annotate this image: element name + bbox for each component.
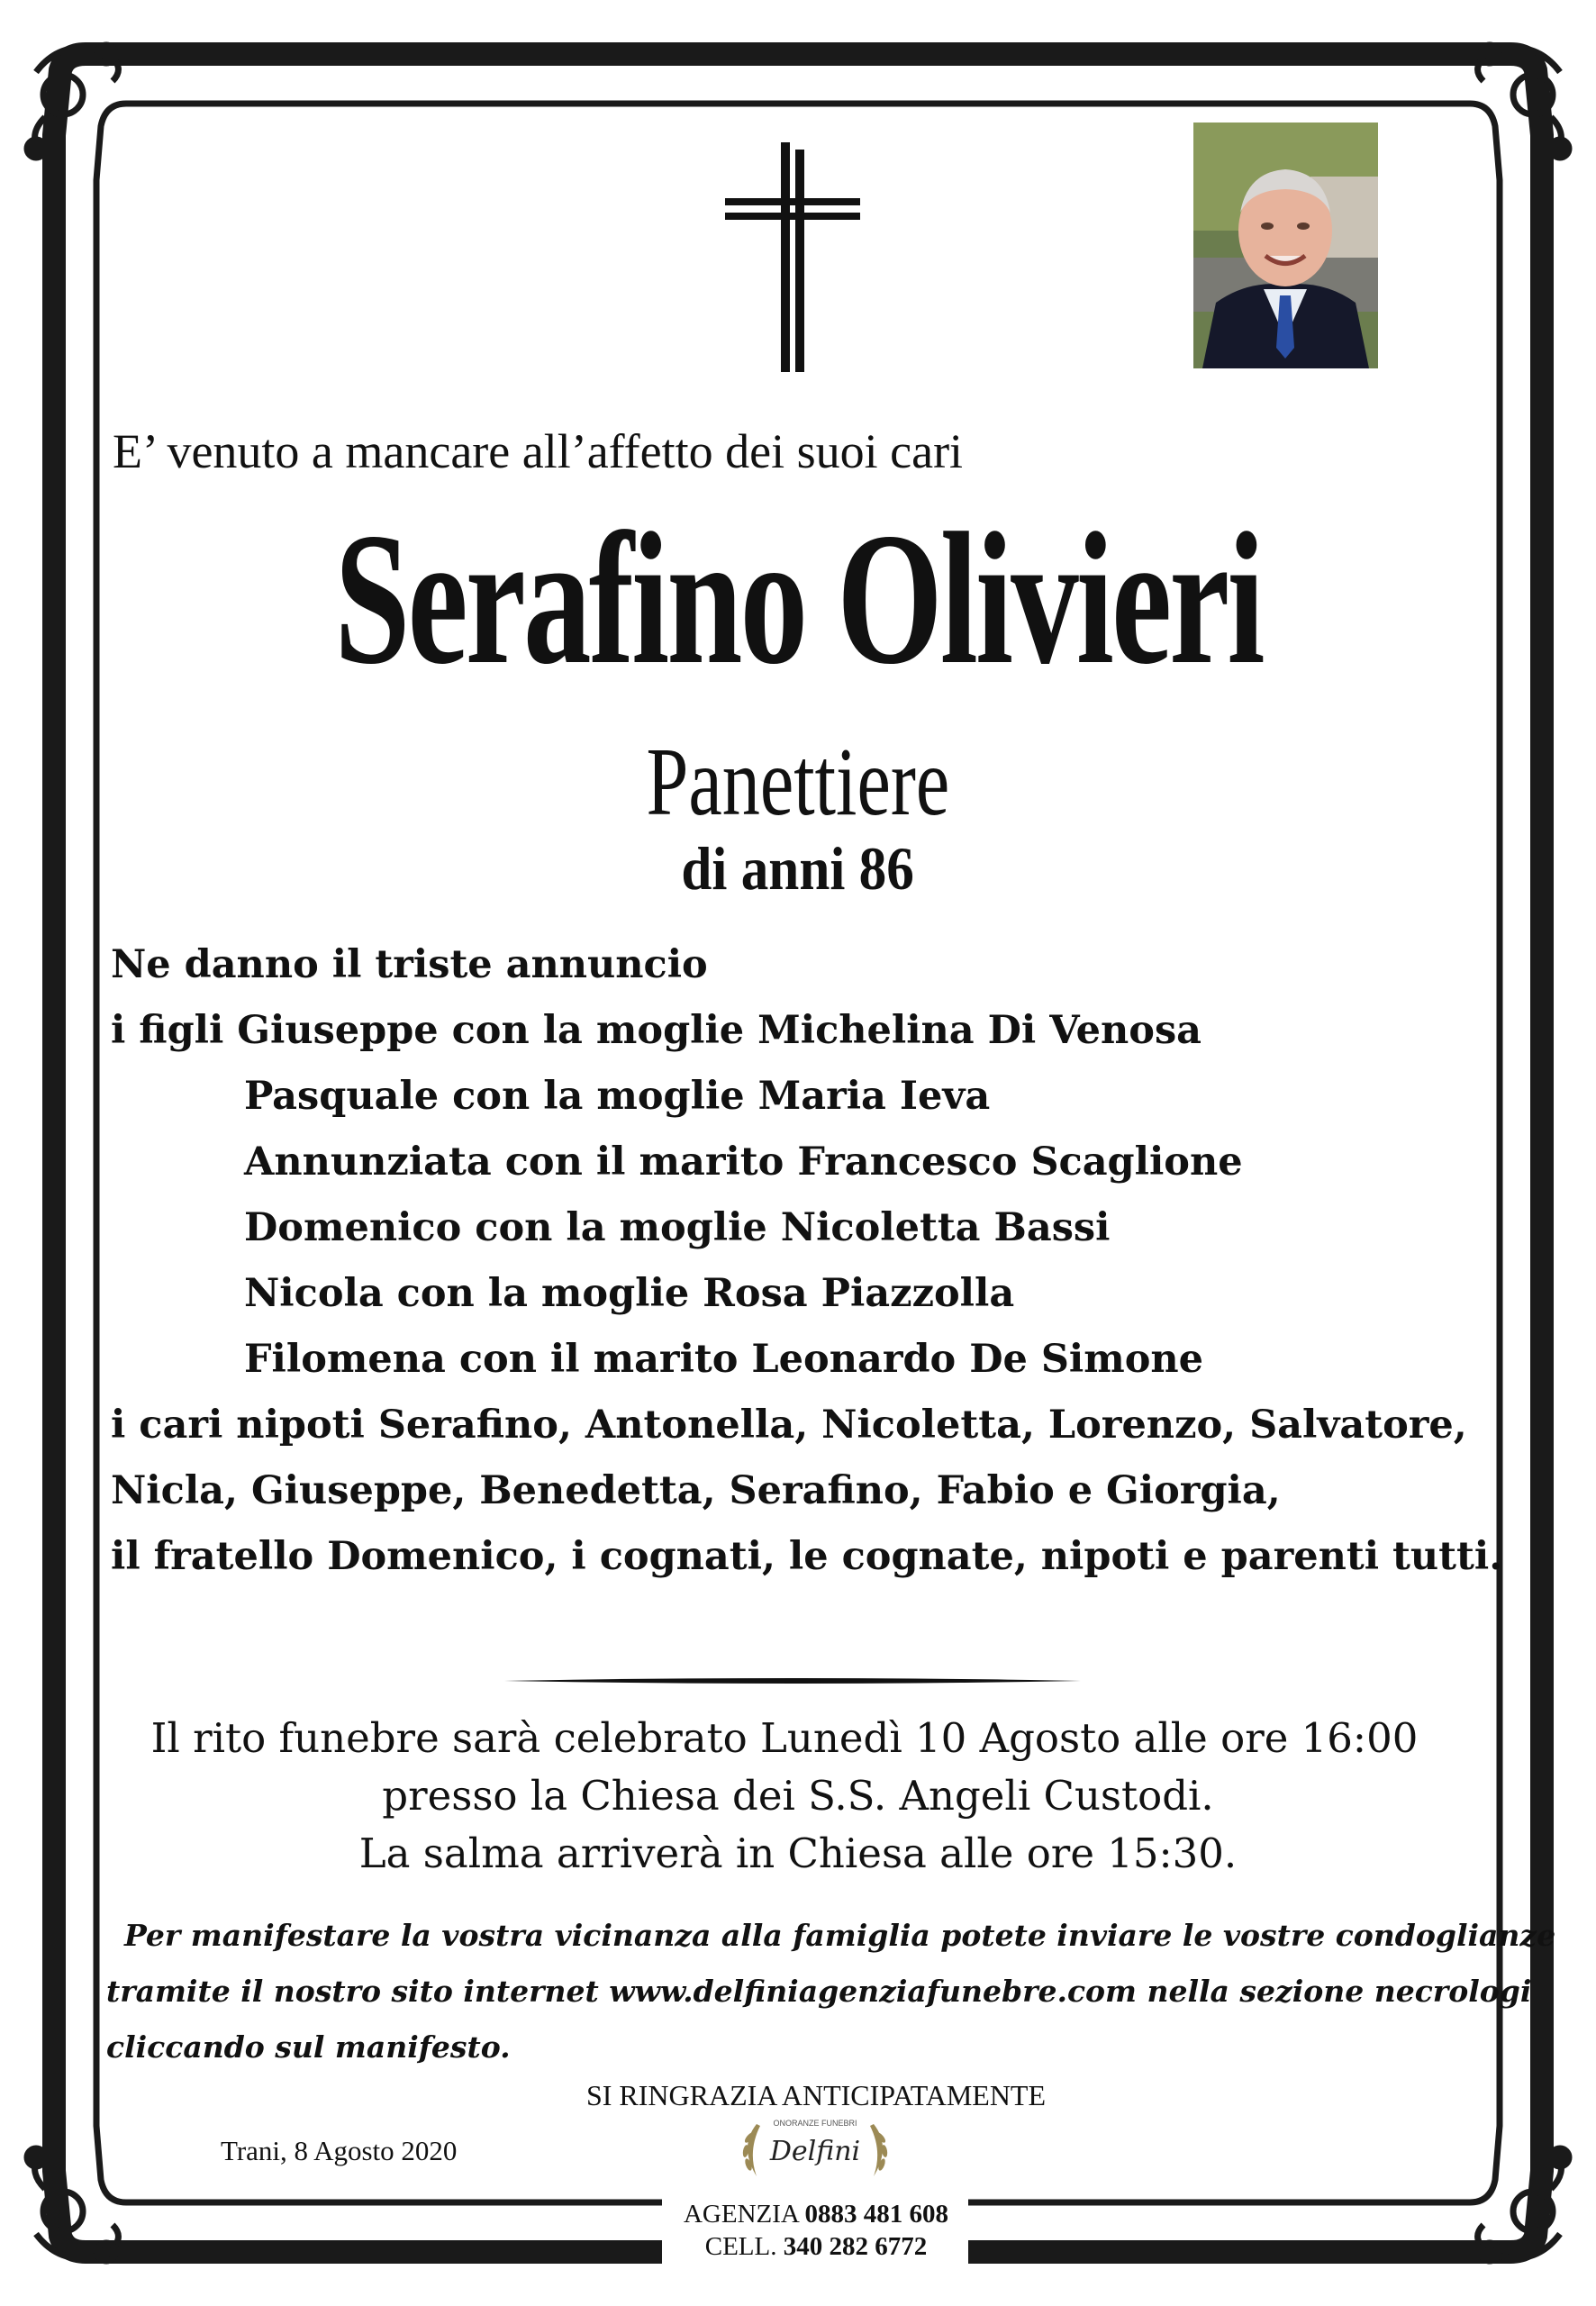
family-line: Nicola con la moglie Rosa Piazzolla: [244, 1271, 1015, 1316]
family-line: i cari nipoti Serafino, Antonella, Nicoletta, Lorenzo, Salvatore,: [111, 1403, 1467, 1448]
age: [0, 834, 1596, 903]
family-line: il fratello Domenico, i cognati, le cognate, nipoti e parenti tutti.: [111, 1534, 1503, 1579]
cross-icon: [725, 142, 860, 372]
profession-text: Panettiere: [646, 729, 950, 836]
section-divider: [504, 1677, 1081, 1684]
family-line: Annunziata con il marito Francesco Scaglione: [244, 1139, 1243, 1185]
deceased-name-text: Serafino Olivieri: [333, 495, 1263, 704]
family-line: Filomena con il marito Leonardo De Simone: [244, 1337, 1204, 1382]
family-line: i figli Giuseppe con la moglie Michelina Di Venosa: [111, 1008, 1202, 1053]
agency-label: AGENZIA: [683, 2200, 799, 2229]
logo-text: Delfini: [769, 2136, 861, 2167]
deceased-name: [0, 495, 1596, 704]
family-line: Ne danno il triste annuncio: [111, 942, 708, 987]
age-text: di anni 86: [681, 834, 915, 903]
place-date: Trani, 8 Agosto 2020: [221, 2135, 458, 2166]
condolences-line: tramite il nostro sito internet www.delfiniagenziafunebre.com nella sezione necrologi: [106, 1974, 1532, 2009]
funeral-location: presso la Chiesa dei S.S. Angeli Custodi.: [382, 1772, 1214, 1820]
condolences-note: [106, 1908, 1556, 2075]
family-line: Domenico con la moglie Nicoletta Bassi: [244, 1205, 1111, 1250]
agency-logo: [730, 2106, 901, 2192]
profession: [0, 729, 1596, 836]
logo-subtext: ONORANZE FUNEBRI: [773, 2119, 857, 2128]
intro-text: E’ venuto a mancare all’affetto dei suoi cari: [113, 424, 964, 478]
cell-phone: 340 282 6772: [783, 2232, 928, 2261]
agency-contacts: [0, 2198, 1596, 2263]
condolences-line: cliccando sul manifesto.: [106, 2029, 511, 2065]
family-line: Nicla, Giuseppe, Benedetta, Serafino, Fabio e Giorgia,: [111, 1468, 1281, 1513]
family-line: Pasquale con la moglie Maria Ieva: [244, 1074, 991, 1119]
funeral-details: [0, 1710, 1596, 1883]
agency-phone: 0883 481 608: [804, 2200, 948, 2229]
family-announcement: [111, 932, 1516, 1590]
cell-label: CELL.: [704, 2232, 777, 2261]
agency-phone-line: [36, 2198, 1596, 2230]
condolences-line: Per manifestare la vostra vicinanza alla famiglia potete inviare le vostre condoglianze: [124, 1918, 1556, 1953]
deceased-portrait: [1193, 123, 1378, 368]
arrival-time: La salma arriverà in Chiesa alle ore 15:30.: [358, 1829, 1238, 1877]
cell-phone-line: [36, 2230, 1596, 2263]
funeral-time: Il rito funebre sarà celebrato Lunedì 10 Agosto alle ore 16:00: [150, 1714, 1419, 1762]
thanks-text: SI RINGRAZIA ANTICIPATAMENTE: [585, 2079, 1047, 2111]
